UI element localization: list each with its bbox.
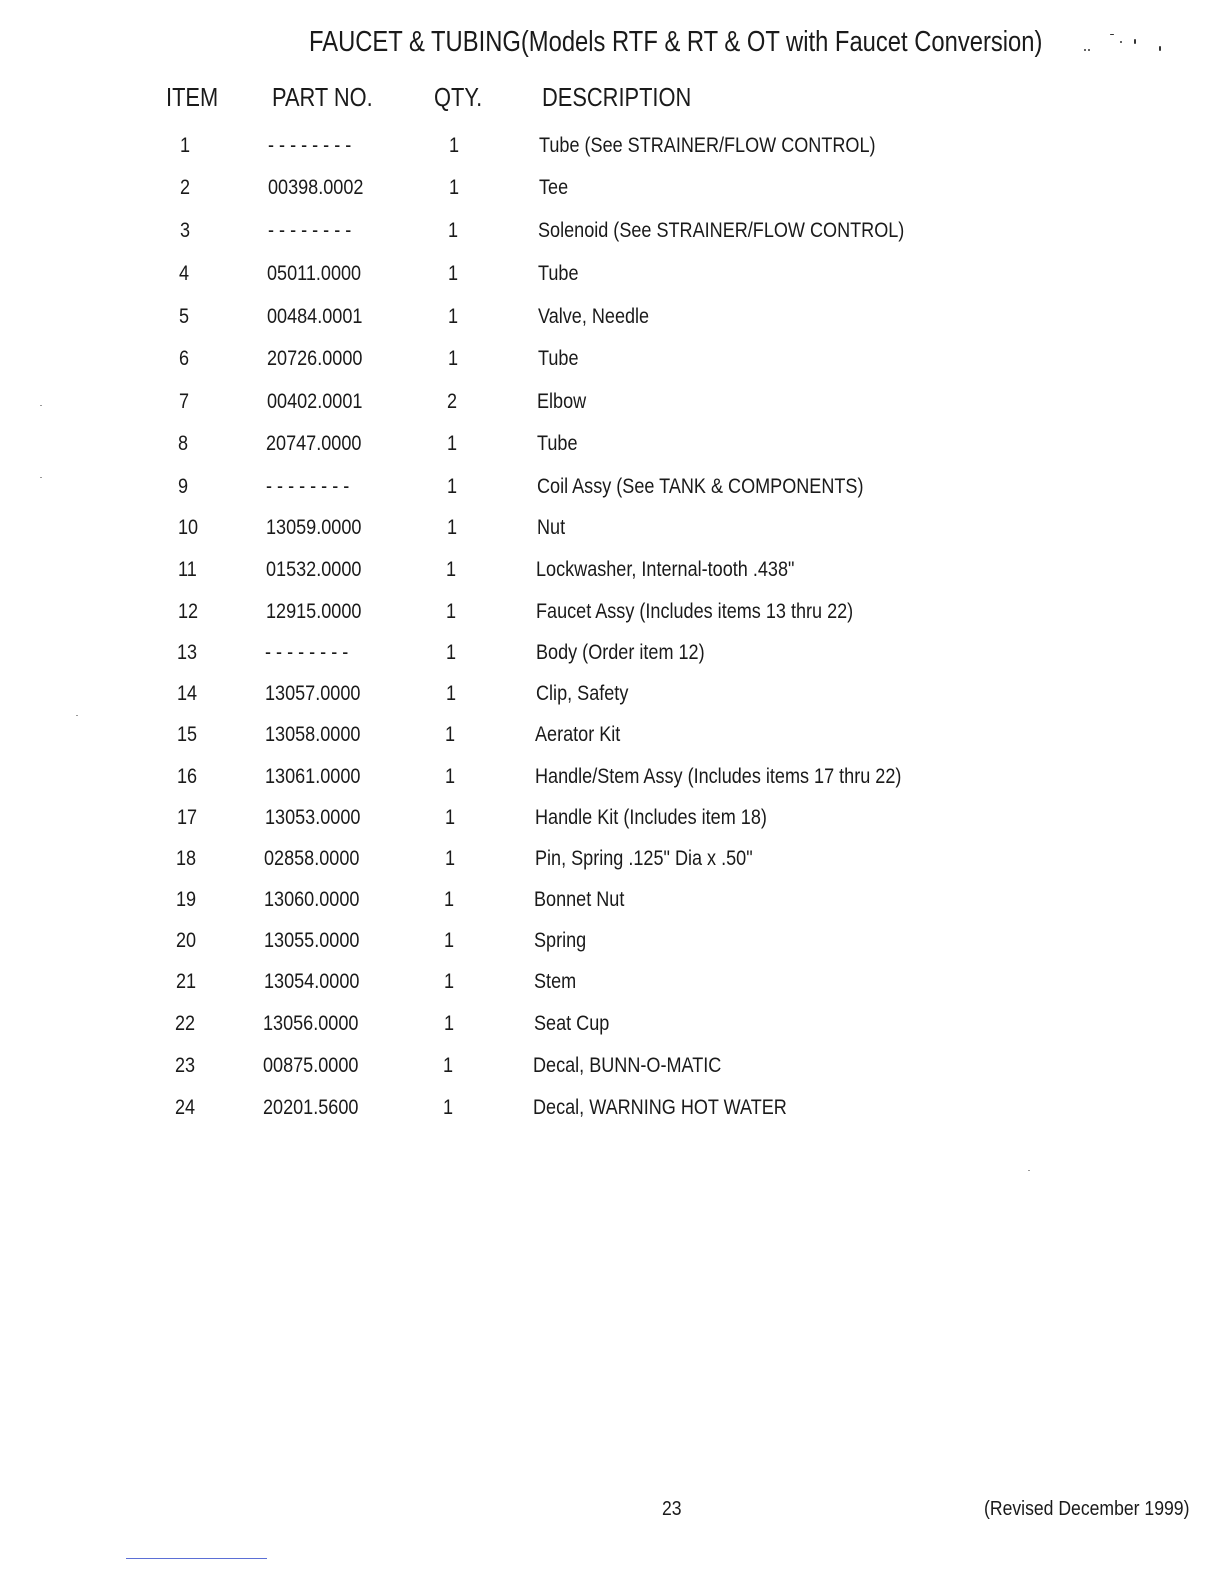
table-row [0, 347, 1224, 377]
revision-note: (Revised December 1999) [984, 1498, 1190, 1520]
table-row [0, 682, 1224, 712]
description: Aerator Kit [535, 723, 621, 746]
item-number: 5 [179, 305, 190, 328]
item-number: 24 [175, 1096, 196, 1119]
item-number: 1 [180, 134, 191, 157]
table-row [0, 475, 1224, 505]
item-number: 17 [177, 806, 198, 829]
quantity: 1 [446, 558, 457, 581]
part-number: - - - - - - - - [268, 134, 352, 157]
part-number: 20201.5600 [263, 1096, 359, 1119]
part-number: - - - - - - - - [266, 475, 350, 498]
quantity: 1 [445, 847, 456, 870]
part-number: 02858.0000 [264, 847, 360, 870]
table-row [0, 134, 1224, 164]
table-row [0, 558, 1224, 588]
table-row [0, 641, 1224, 671]
part-number: 13060.0000 [264, 888, 360, 911]
table-row [0, 929, 1224, 959]
item-number: 18 [176, 847, 197, 870]
quantity: 1 [443, 1054, 454, 1077]
description: Coil Assy (See TANK & COMPONENTS) [537, 475, 864, 498]
description: Clip, Safety [536, 682, 629, 705]
quantity: 1 [446, 600, 457, 623]
part-number: 00875.0000 [263, 1054, 359, 1077]
part-number: 00398.0002 [268, 176, 364, 199]
table-row [0, 888, 1224, 918]
description: Handle Kit (Includes item 18) [535, 806, 767, 829]
table-row [0, 1096, 1224, 1126]
page-number: 23 [662, 1498, 682, 1520]
description: Decal, BUNN-O-MATIC [533, 1054, 722, 1077]
quantity: 1 [444, 929, 455, 952]
quantity: 1 [448, 305, 459, 328]
table-row [0, 262, 1224, 292]
quantity: 1 [444, 1012, 455, 1035]
part-number: - - - - - - - - [268, 219, 352, 242]
table-row [0, 432, 1224, 462]
margin-speck [40, 477, 42, 478]
item-number: 11 [178, 558, 197, 581]
table-row [0, 176, 1224, 206]
table-row [0, 723, 1224, 753]
quantity: 1 [444, 888, 455, 911]
part-number: 13058.0000 [265, 723, 361, 746]
quantity: 1 [445, 723, 456, 746]
description: Tube (See STRAINER/FLOW CONTROL) [539, 134, 876, 157]
item-number: 8 [178, 432, 189, 455]
quantity: 1 [447, 516, 458, 539]
description: Faucet Assy (Includes items 13 thru 22) [536, 600, 854, 623]
part-number: 12915.0000 [266, 600, 362, 623]
item-number: 3 [180, 219, 191, 242]
description: Bonnet Nut [534, 888, 625, 911]
item-number: 7 [179, 390, 190, 413]
quantity: 1 [449, 134, 460, 157]
item-number: 22 [175, 1012, 196, 1035]
description: Handle/Stem Assy (Includes items 17 thru 22) [535, 765, 902, 788]
part-number: 20726.0000 [267, 347, 363, 370]
description: Tube [538, 262, 579, 285]
part-number: 13061.0000 [265, 765, 361, 788]
description: Solenoid (See STRAINER/FLOW CONTROL) [538, 219, 905, 242]
part-number: 00484.0001 [267, 305, 363, 328]
page-title: FAUCET & TUBING(Models RTF & RT & OT with Faucet Conversion) [309, 26, 1043, 58]
item-number: 19 [176, 888, 197, 911]
description: Pin, Spring .125" Dia x .50" [535, 847, 753, 870]
description: Nut [537, 516, 566, 539]
table-row [0, 516, 1224, 546]
part-number: 13057.0000 [265, 682, 361, 705]
part-number: 01532.0000 [266, 558, 362, 581]
item-number: 2 [180, 176, 191, 199]
quantity: 1 [446, 641, 457, 664]
column-header-description: DESCRIPTION [542, 82, 692, 112]
table-row [0, 390, 1224, 420]
table-row [0, 1012, 1224, 1042]
table-row [0, 305, 1224, 335]
description: Body (Order item 12) [536, 641, 705, 664]
column-header-part-no: PART NO. [272, 82, 373, 112]
table-row [0, 219, 1224, 249]
scan-specks [1082, 30, 1172, 54]
part-number: - - - - - - - - [265, 641, 349, 664]
quantity: 1 [444, 970, 455, 993]
part-number: 20747.0000 [266, 432, 362, 455]
item-number: 6 [179, 347, 190, 370]
part-number: 13056.0000 [263, 1012, 359, 1035]
quantity: 1 [449, 176, 460, 199]
bottom-rule [126, 1558, 267, 1559]
part-number: 13053.0000 [265, 806, 361, 829]
item-number: 4 [179, 262, 190, 285]
item-number: 21 [176, 970, 197, 993]
item-number: 10 [178, 516, 199, 539]
quantity: 1 [443, 1096, 454, 1119]
table-row [0, 1054, 1224, 1084]
description: Tube [538, 347, 579, 370]
item-number: 12 [178, 600, 199, 623]
part-number: 13055.0000 [264, 929, 360, 952]
item-number: 15 [177, 723, 198, 746]
column-header-qty: QTY. [434, 82, 483, 112]
item-number: 23 [175, 1054, 196, 1077]
column-header-item: ITEM [166, 82, 219, 112]
part-number: 05011.0000 [267, 262, 362, 285]
item-number: 20 [176, 929, 197, 952]
quantity: 1 [447, 432, 458, 455]
item-number: 16 [177, 765, 198, 788]
description: Tube [537, 432, 578, 455]
quantity: 1 [448, 347, 459, 370]
table-row [0, 765, 1224, 795]
margin-speck [76, 715, 78, 716]
description: Stem [534, 970, 577, 993]
item-number: 9 [178, 475, 189, 498]
description: Elbow [537, 390, 587, 413]
table-row [0, 970, 1224, 1000]
item-number: 14 [177, 682, 198, 705]
quantity: 1 [448, 219, 459, 242]
table-row [0, 847, 1224, 877]
description: Spring [534, 929, 587, 952]
quantity: 1 [445, 765, 456, 788]
part-number: 13054.0000 [264, 970, 360, 993]
quantity: 1 [445, 806, 456, 829]
quantity: 1 [447, 475, 458, 498]
part-number: 13059.0000 [266, 516, 362, 539]
description: Lockwasher, Internal-tooth .438" [536, 558, 795, 581]
margin-speck [40, 405, 42, 406]
table-row [0, 600, 1224, 630]
part-number: 00402.0001 [267, 390, 363, 413]
description: Valve, Needle [538, 305, 650, 328]
description: Tee [539, 176, 569, 199]
item-number: 13 [177, 641, 198, 664]
table-row [0, 806, 1224, 836]
quantity: 2 [447, 390, 458, 413]
description: Seat Cup [534, 1012, 610, 1035]
quantity: 1 [448, 262, 459, 285]
description: Decal, WARNING HOT WATER [533, 1096, 787, 1119]
quantity: 1 [446, 682, 457, 705]
margin-speck [1028, 1170, 1030, 1171]
